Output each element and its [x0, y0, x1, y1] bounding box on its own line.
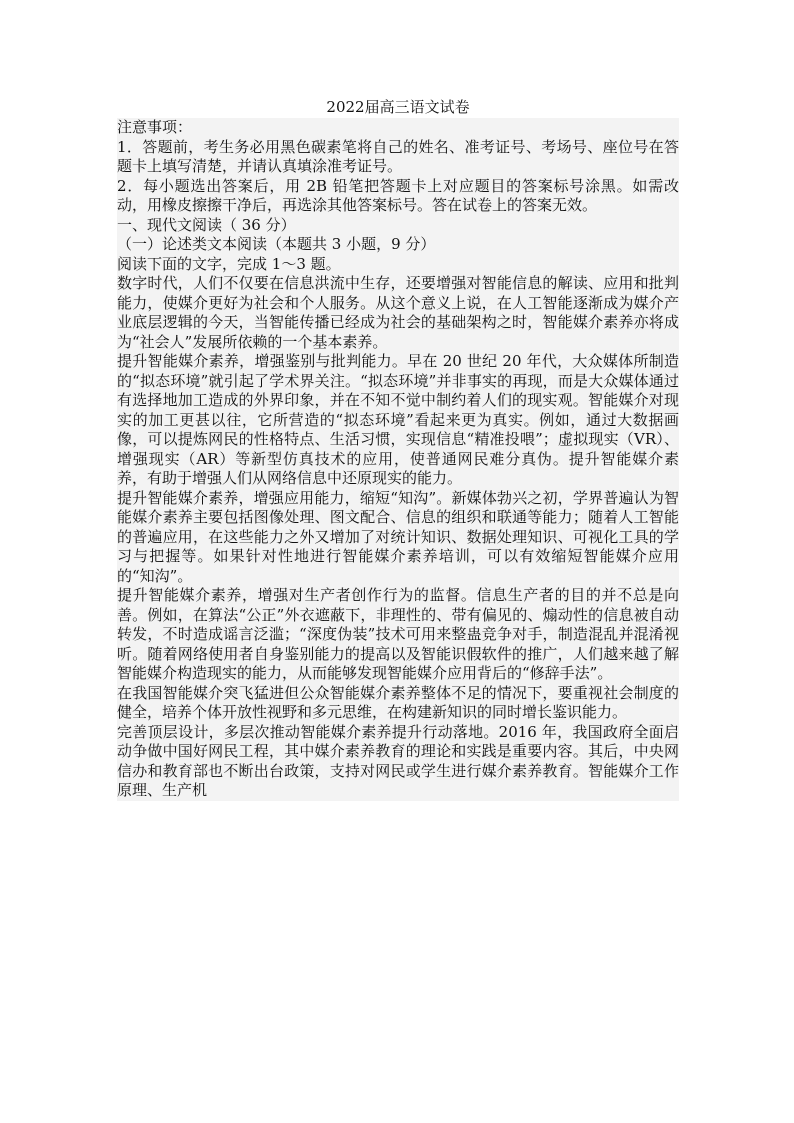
document-title: 2022届高三语文试卷 [326, 98, 470, 116]
subsection-heading: （一）论述类文本阅读（本题共 3 小题，9 分） [117, 235, 679, 255]
passage-paragraph: 提升智能媒介素养，增强鉴别与批判能力。早在 20 世纪 20 年代，大众媒体所制造的“拟态环境”就引起了学术界关注。“拟态环境”并非事实的再现，而是大众媒体通过有选择地加工造成的外界印象，并在不知不觉中制约着人们的现实观。智能媒介对现实的加工更甚以往，它所营造的“拟态环境”看起来更为真实。例如，通过大数据画像，可以提炼网民的性格特点、生活习惯，实现信息“精准投喂”；虚拟现实（VR）、增强现实（AR）等新型仿真技术的应用，使普通网民难分真伪。提升智能媒介素养，有助于增强人们从网络信息中还原现实的能力。 [117, 352, 679, 487]
passage-paragraph: 完善顶层设计，多层次推动智能媒介素养提升行动落地。2016 年，我国政府全面启动争做中国好网民工程，其中媒介素养教育的理论和实践是重要内容。其后，中央网信办和教育部也不断出台政策，支持对网民或学生进行媒介素养教育。智能媒介工作原理、生产机 [117, 722, 679, 799]
notice-item-1: 1．答题前，考生务必用黑色碳素笔将自己的姓名、准考证号、考场号、座位号在答题卡上填写清楚，并请认真填涂准考证号。 [117, 137, 679, 175]
passage-paragraph: 在我国智能媒介突飞猛进但公众智能媒介素养整体不足的情况下，要重视社会制度的健全，培养个体开放性视野和多元思维，在构建新知识的同时增长鉴识能力。 [117, 683, 679, 721]
notice-heading: 注意事项： [117, 118, 679, 138]
section-heading: 一、现代文阅读（ 36 分） [117, 216, 679, 236]
passage-paragraph: 提升智能媒介素养，增强对生产者创作行为的监督。信息生产者的目的并不总是向善。例如，在算法“公正”外衣遮蔽下，非理性的、带有偏见的、煽动性的信息被自动转发，不时造成谣言泛滥；“深度伪装”技术可用来整蛊竞争对手，制造混乱并混淆视听。随着网络使用者自身鉴别能力的提高以及智能识假软件的推广，人们越来越了解智能媒介构造现实的能力，从而能够发现智能媒介应用背后的“修辞手法”。 [117, 586, 679, 682]
passage-paragraph: 提升智能媒介素养，增强应用能力，缩短“知沟”。新媒体勃兴之初，学界普遍认为智能媒介素养主要包括图像处理、图文配合、信息的组织和联通等能力；随着人工智能的普遍应用，在这些能力之外又增加了对统计知识、数据处理知识、可视化工具的学习与把握等。如果针对性地进行智能媒介素养培训，可以有效缩短智能媒介应用的“知沟”。 [117, 488, 679, 585]
notice-item-2: 2．每小题选出答案后，用 2B 铅笔把答题卡上对应题目的答案标号涂黑。如需改动，用橡皮擦擦干净后，再选涂其他答案标号。答在试卷上的答案无效。 [117, 176, 679, 214]
passage-paragraph: 数字时代，人们不仅要在信息洪流中生存，还要增强对智能信息的解读、应用和批判能力，使媒介更好为社会和个人服务。从这个意义上说，在人工智能逐渐成为媒介产业底层逻辑的今天，当智能传播已经成为社会的基础架构之时，智能媒介素养亦将成为“社会人”发展所依赖的一个基本素养。 [117, 274, 679, 351]
reading-instruction: 阅读下面的文字，完成 1～3 题。 [117, 255, 679, 275]
document-body [117, 96, 679, 801]
